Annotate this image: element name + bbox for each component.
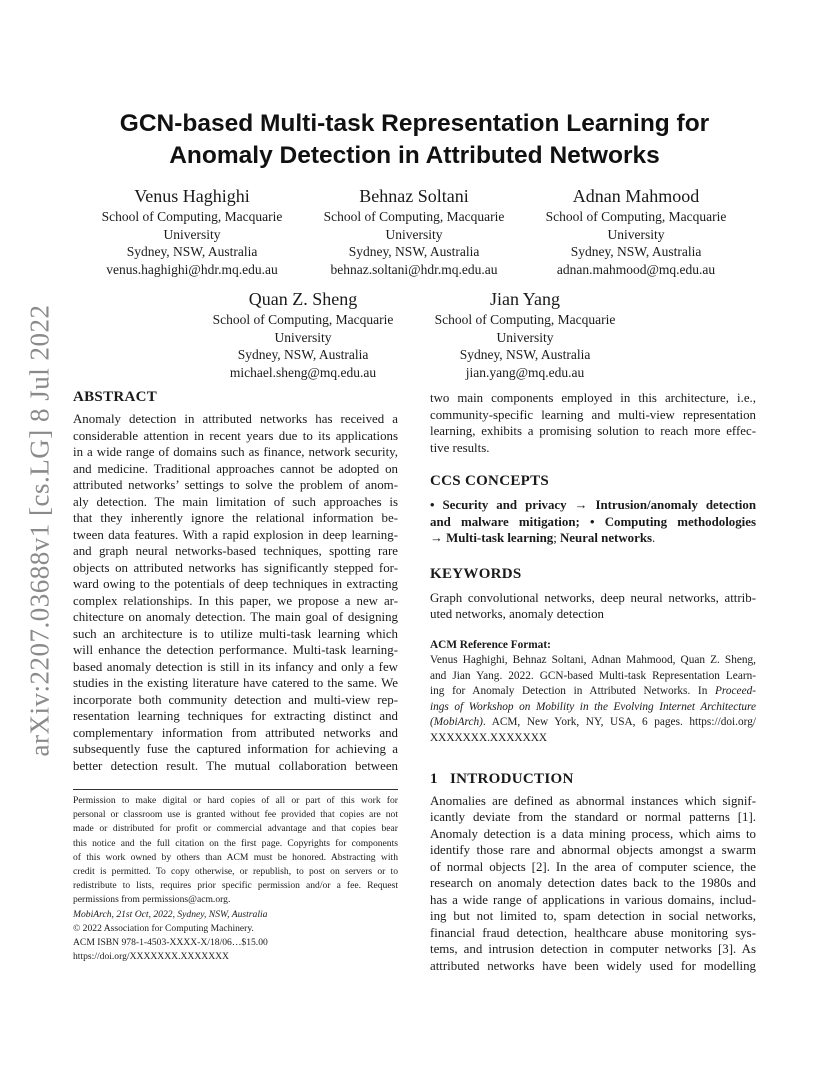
- text-line: and medicine. Traditional approaches cannot be adopted on: [73, 461, 398, 476]
- author-name: Venus Haghighi: [134, 186, 250, 206]
- venue-line: MobiArch, 21st Oct, 2022, Sydney, NSW, Australia: [73, 908, 268, 920]
- text-line: objects on attributed networks has significantly stepped for-: [73, 560, 398, 575]
- text-line: incorporate both community detection and multi-view rep-: [73, 692, 398, 707]
- acm-ref-doi[interactable]: XXXXXXX.XXXXXXX: [430, 732, 548, 745]
- text-line: redistribute to lists, requires prior specific permission and/or a fee. Request: [73, 880, 398, 892]
- abstract-continued: [430, 390, 756, 456]
- text-line: made or distributed for profit or commercial advantage and that copies bear: [73, 823, 398, 835]
- acm-ref-line: and Jian Yang. 2022. GCN-based Multi-task Representation Learn-: [430, 669, 756, 682]
- text-line: Anomaly detection in attributed networks has received a: [73, 412, 398, 426]
- text-line: tween data features. With a rapid explosion in deep learning-: [73, 527, 398, 542]
- text-line: that they inherently ignore the relational information be-: [73, 511, 398, 525]
- text-line: tive results.: [430, 440, 490, 455]
- text-line: learning, exhibits a promising solution to reach more effec-: [430, 424, 756, 438]
- author-block: [192, 288, 414, 381]
- author-email[interactable]: michael.sheng@mq.edu.au: [229, 364, 377, 380]
- ccs-line: → Multi-task learning; Neural networks.: [430, 531, 656, 545]
- author-email[interactable]: adnan.mahmood@mq.edu.au: [556, 261, 716, 277]
- author-block: [525, 185, 747, 278]
- text-line: and graph neural networks-based techniques, spotting rare: [73, 544, 398, 558]
- keywords-body: [430, 590, 756, 623]
- doi-line[interactable]: https://doi.org/XXXXXXX.XXXXXXX: [73, 951, 229, 963]
- text-line: will enhance the detection performance. Multi-task learning-: [73, 643, 398, 657]
- text-line: of normal objects [2]. In the area of computer science, the: [430, 859, 756, 874]
- abstract-body: [73, 411, 398, 774]
- author-name: Behnaz Soltani: [359, 186, 469, 206]
- copyright-line: © 2022 Association for Computing Machinery.: [73, 922, 254, 934]
- copyright-footnote: [73, 794, 398, 964]
- acm-ref-line: (MobiArch). ACM, New York, NY, USA, 6 pages. https://doi.org/: [430, 716, 756, 729]
- acm-ref-line: Venus Haghighi, Behnaz Soltani, Adnan Mahmood, Quan Z. Sheng,: [430, 654, 756, 667]
- ccs-line: and malware mitigation; • Computing methodologies: [430, 514, 756, 529]
- text-line: aly detection. The main limitation of such approaches is: [73, 494, 398, 509]
- text-line: financial fraud detection, healthcare abuse monitoring sys-: [430, 925, 756, 940]
- section-title: INTRODUCTION: [449, 770, 574, 787]
- author-block: [303, 185, 525, 278]
- text-line: tems, and intrusion detection in computer networks [3]. As: [430, 942, 756, 957]
- isbn-line: ACM ISBN 978-1-4503-XXXX-X/18/06…$15.00: [73, 936, 268, 948]
- text-line: resentation learning techniques for extracting distinct and: [73, 709, 398, 723]
- text-line: such an architecture is to utilize multi-task learning which: [73, 626, 398, 641]
- author-affiliation: School of Computing, Macquarie: [212, 312, 394, 327]
- author-location: Sydney, NSW, Australia: [126, 244, 258, 259]
- title-line-2: Anomaly Detection in Attributed Networks: [169, 142, 660, 169]
- text-line: has a wide range of applications in various domains, includ-: [430, 892, 756, 907]
- author-location: Sydney, NSW, Australia: [237, 347, 369, 362]
- ccs-line: • Security and privacy → Intrusion/anomaly detection: [430, 498, 756, 512]
- ccs-concepts: [430, 497, 756, 547]
- text-line: uted networks, anomaly detection: [430, 607, 604, 621]
- text-line: ward owing to the potentials of deep techniques in extracting: [73, 577, 398, 591]
- text-line: permissions from permissions@acm.org.: [73, 894, 231, 906]
- text-line: personal or classroom use is granted without fee provided that copies are not: [73, 809, 398, 821]
- author-affiliation: School of Computing, Macquarie: [545, 209, 727, 224]
- text-line: attributed networks have been widely used for modelling: [430, 958, 756, 973]
- paper-title: [73, 108, 756, 172]
- author-affiliation-cont: University: [274, 329, 332, 345]
- permission-notice: [73, 794, 398, 908]
- acm-ref-line: ing for Anomaly Detection in Attributed Networks. In Proceed-: [430, 685, 756, 698]
- title-line-1: GCN-based Multi-task Representation Learning for: [119, 110, 710, 137]
- text-line: based anomaly detection is still in its infancy and only a few: [73, 659, 398, 674]
- text-line: considerable attention in recent years due to its applications: [73, 428, 398, 443]
- author-location: Sydney, NSW, Australia: [459, 347, 591, 362]
- author-block: [414, 288, 636, 381]
- author-affiliation-cont: University: [385, 226, 443, 242]
- text-line: complementary information from attributed networks and: [73, 725, 398, 740]
- text-line: of this work owned by others than ACM must be honored. Abstracting with: [73, 851, 398, 863]
- right-column: [430, 390, 756, 974]
- abstract-section: [73, 389, 398, 774]
- ccs-term: Neural networks: [560, 531, 653, 545]
- arxiv-id: arXiv:2207.03688v1 [cs.LG] 8 Jul 2022: [24, 304, 55, 756]
- text-line: in a wide range of domains such as finance, network security,: [73, 445, 398, 459]
- acm-reference: [430, 638, 756, 747]
- text-line: Graph convolutional networks, deep neural networks, attrib-: [430, 590, 756, 605]
- author-name: Jian Yang: [489, 289, 560, 309]
- author-affiliation-cont: University: [163, 226, 221, 242]
- author-email[interactable]: behnaz.soltani@hdr.mq.edu.au: [330, 261, 498, 277]
- text-line: identify those rare and abnormal objects amongst a swarm: [430, 843, 756, 858]
- author-name: Adnan Mahmood: [572, 186, 700, 206]
- author-email[interactable]: venus.haghighi@hdr.mq.edu.au: [106, 261, 278, 277]
- abstract-heading: ABSTRACT: [73, 389, 158, 405]
- footnote-divider: [73, 789, 398, 790]
- author-name: Quan Z. Sheng: [248, 289, 358, 309]
- text-line: studies in the existing literature have catered to the same. We: [73, 676, 398, 690]
- author-location: Sydney, NSW, Australia: [348, 244, 480, 259]
- acm-ref-line: ings of Workshop on Mobility in the Evolving Internet Architecture: [430, 700, 756, 713]
- text-line: subsequently fuse the captured information for achieving a: [73, 742, 398, 756]
- author-block: [81, 185, 303, 278]
- author-affiliation-cont: University: [496, 329, 554, 345]
- author-affiliation: School of Computing, Macquarie: [434, 312, 616, 327]
- author-affiliation: School of Computing, Macquarie: [323, 209, 505, 224]
- text-line: chitecture on anomaly detection. The main goal of designing: [73, 610, 398, 624]
- text-line: better detection result. The mutual collaboration between: [73, 758, 398, 773]
- ccs-heading: CCS CONCEPTS: [430, 473, 550, 489]
- text-line: icantly deviate from the standard or normal patterns [1].: [430, 810, 756, 825]
- text-line: Anomalies are defined as abnormal instances which signif-: [430, 793, 756, 808]
- text-line: complex relationships. In this paper, we propose a new ar-: [73, 593, 398, 608]
- author-affiliation: School of Computing, Macquarie: [101, 209, 283, 224]
- text-line: Permission to make digital or hard copies of all or part of this work for: [73, 795, 398, 806]
- text-line: community-specific learning and multi-view representation: [430, 407, 756, 422]
- author-location: Sydney, NSW, Australia: [570, 244, 702, 259]
- author-email[interactable]: jian.yang@mq.edu.au: [465, 364, 585, 380]
- text-line: ing but not limited to, spam detection in social networks,: [430, 909, 756, 924]
- introduction-heading: [430, 771, 756, 793]
- text-line: Anomaly detection is a data mining process, which aims to: [430, 826, 756, 841]
- acm-ref-heading: ACM Reference Format:: [430, 638, 551, 651]
- author-affiliation-cont: University: [607, 226, 665, 242]
- text-line: attributed networks’ settings to solve the problem of anom-: [73, 478, 398, 492]
- ccs-term: → Multi-task learning: [430, 531, 554, 545]
- keywords-heading: KEYWORDS: [430, 565, 522, 582]
- section-number: 1: [430, 770, 438, 787]
- introduction-body: [430, 793, 756, 975]
- text-line: two main components employed in this architecture, i.e.,: [430, 391, 756, 405]
- text-line: credit is permitted. To copy otherwise, or republish, to post on servers or to: [73, 865, 398, 877]
- arxiv-stamp: [20, 300, 60, 760]
- text-line: this notice and the full citation on the first page. Copyrights for components: [73, 837, 398, 849]
- text-line: research on anomaly detection dates back to the 1980s and: [430, 876, 756, 891]
